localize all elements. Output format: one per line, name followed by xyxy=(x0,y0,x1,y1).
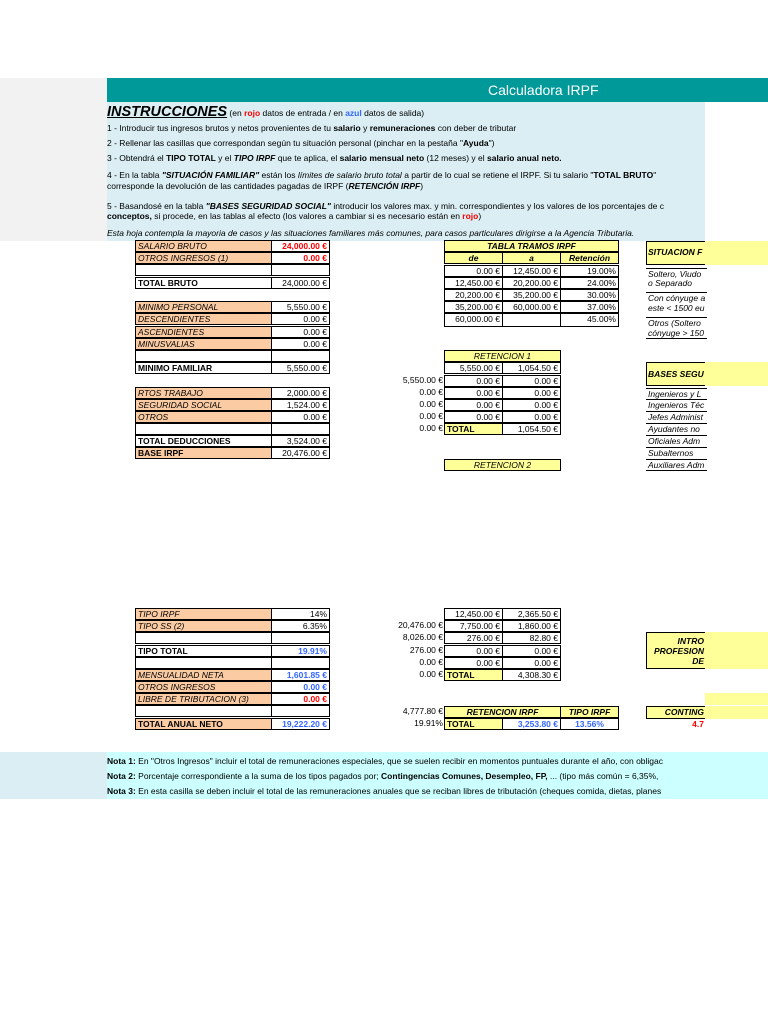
retencion2-cell: 7,750.00 € xyxy=(444,620,503,632)
final-left-bottom: 19.91% xyxy=(414,718,443,728)
retencion1-cell: 0.00 € xyxy=(502,399,561,411)
otros-value: 0.00 € xyxy=(271,411,330,423)
tipo-ss-label: TIPO SS (2) xyxy=(135,620,272,632)
tipo-ss-value: 6.35% xyxy=(271,620,330,632)
mensualidad-neta-label: MENSUALIDAD NETA xyxy=(135,669,272,681)
tramos-cell: 12,450.00 € xyxy=(444,277,503,289)
tramos-cell: 60,000.00 € xyxy=(444,313,503,327)
otros-ingresos2-value: 0.00 € xyxy=(271,681,330,693)
empty-cell xyxy=(135,423,272,435)
salario-bruto-label: SALARIO BRUTO xyxy=(135,240,272,252)
ascendientes-label: ASCENDIENTES xyxy=(135,326,272,338)
retencion2-left: 8,026.00 € xyxy=(402,632,443,642)
tramos-cell: 30.00% xyxy=(560,289,619,301)
retencion2-total-value: 4,308.30 € xyxy=(502,669,561,681)
tramos-cell: 24.00% xyxy=(560,277,619,289)
retencion2-title: RETENCION 2 xyxy=(444,459,561,471)
instruction-6: Esta hoja contempla la mayoria de casos y las situaciones familiares más comunes, para casos particulares dirigirse a la Agencia Tributaria. xyxy=(107,228,635,238)
minusvalias-value: 0.00 € xyxy=(271,338,330,350)
retencion1-total-label: TOTAL xyxy=(444,423,503,435)
tramos-cell: 0.00 € xyxy=(444,265,503,277)
situacion-header-ext xyxy=(705,241,768,265)
situacion-row3b: cónyuge > 150 xyxy=(646,328,707,339)
retencion2-left: 0.00 € xyxy=(419,657,443,667)
bases-row: Jefes Administ xyxy=(646,411,707,422)
empty-cell xyxy=(271,632,330,644)
bases-row: Ingenieros Téc xyxy=(646,399,707,410)
tramos-cell: 37.00% xyxy=(560,301,619,313)
retencion1-cell: 5,550.00 € xyxy=(444,362,503,374)
retencion2-cell: 1,860.00 € xyxy=(502,620,561,632)
total-deducciones-value: 3,524.00 € xyxy=(271,435,330,447)
retencion1-cell: 0.00 € xyxy=(502,411,561,423)
instructions-title: INSTRUCCIONES xyxy=(107,104,228,120)
retencion2-cell: 0.00 € xyxy=(444,645,503,657)
tipo-total-value: 19.91% xyxy=(271,645,330,657)
legend-text: datos de salida) xyxy=(361,108,425,118)
tramos-header-a: a xyxy=(502,252,561,264)
note-2: Nota 2: Porcentaje correspondiente a la suma de los tipos pagados por; Contingencias Comunes, Desempleo, FP, ... (tipo más común = 6,35%, xyxy=(107,771,659,781)
retencion-irpf-value: 3,253.80 € xyxy=(502,718,561,730)
retencion1-cell: 1,054.50 € xyxy=(502,362,561,374)
mensualidad-neta-value: 1,601.85 € xyxy=(271,669,330,681)
tipo-irpf-label: TIPO IRPF xyxy=(135,608,272,620)
instruction-1: 1 - Introducir tus ingresos brutos y netos provenientes de tu salario y remuneraciones con deber de tributar xyxy=(107,123,517,133)
rtos-trabajo-value: 2,000.00 € xyxy=(271,387,330,399)
seguridad-social-label: SEGURIDAD SOCIAL xyxy=(135,399,272,411)
retencion1-cell: 0.00 € xyxy=(444,399,503,411)
instruction-4b: corresponde la devolución de las cantidades pagadas de IRPF (RETENCIÓN IRPF) xyxy=(107,181,424,191)
ascendientes-value: 0.00 € xyxy=(271,326,330,338)
retencion2-cell: 276.00 € xyxy=(444,632,503,644)
legend-text: (en xyxy=(229,108,245,118)
empty-cell xyxy=(135,705,272,717)
instruction-2: 2 - Rellenar las casillas que correspondan según tu situación personal (pinchar en la pestaña "Ayuda") xyxy=(107,138,495,148)
retencion2-cell: 82.80 € xyxy=(502,632,561,644)
bases-row: Subalternos xyxy=(646,447,707,458)
tramos-cell: 20,200.00 € xyxy=(502,277,561,289)
sheet-header xyxy=(107,78,768,102)
tramos-cell: 60,000.00 € xyxy=(502,301,561,313)
retencion1-left: 5,550.00 € xyxy=(402,375,443,385)
retencion2-cell: 0.00 € xyxy=(444,657,503,669)
intro-ext xyxy=(705,632,768,669)
retencion-irpf-header: RETENCION IRPF xyxy=(444,706,561,718)
notes-right-bg xyxy=(705,752,768,799)
instruction-5: 5 - Basandosé en la tabla "BASES SEGURIDAD SOCIAL" introducir los valores max. y min. correspondientes y los valores de los porcentajes de c xyxy=(107,201,665,211)
conting-ext xyxy=(705,706,768,719)
situacion-row2a: Con cónyuge a xyxy=(648,293,706,303)
otros-label: OTROS xyxy=(135,411,272,423)
retencion1-cell: 0.00 € xyxy=(444,387,503,399)
notes-left-bg xyxy=(0,752,107,799)
instruction-5b: conceptos, si procede, en las tablas al efecto (los valores a cambiar si es necesario están en rojo) xyxy=(107,211,482,221)
descendientes-label: DESCENDIENTES xyxy=(135,313,272,325)
situacion-row1b: o Separado xyxy=(648,278,692,288)
tramos-title: TABLA TRAMOS IRPF xyxy=(444,240,619,252)
situacion-row2b: este < 1500 eu xyxy=(648,303,705,313)
otros-ingresos-label: OTROS INGRESOS (1) xyxy=(135,252,272,264)
empty-cell xyxy=(135,350,272,362)
situacion-row1a: Soltero, Viudo xyxy=(646,268,707,279)
tipo-irpf-value: 14% xyxy=(271,608,330,620)
libre-label: LIBRE DE TRIBUTACION (3) xyxy=(135,693,272,705)
situacion-row3a: Otros (Soltero xyxy=(646,317,707,328)
minimo-personal-label: MINIMO PERSONAL xyxy=(135,301,272,313)
bases-row: Ayudantes no xyxy=(646,423,707,434)
final-left-top: 4,777.80 € xyxy=(402,706,443,716)
empty-cell xyxy=(135,632,272,644)
libre-input[interactable]: 0.00 € xyxy=(271,693,330,705)
tramos-cell: 20,200.00 € xyxy=(444,289,503,301)
tipo-total-label: TIPO TOTAL xyxy=(135,645,272,657)
tramos-cell xyxy=(502,313,561,327)
bases-row: Oficiales Adm xyxy=(646,435,707,446)
conting-value[interactable]: 4.7 xyxy=(692,719,704,729)
total-anual-neto-value: 19,222.20 € xyxy=(271,718,330,730)
retencion2-cell: 0.00 € xyxy=(502,645,561,657)
retencion2-left: 20,476.00 € xyxy=(398,620,443,630)
tramos-header-retencion: Retención xyxy=(560,252,619,264)
legend-blue: azul xyxy=(345,108,362,118)
conting-strip xyxy=(705,693,768,705)
retencion1-total-value: 1,054.50 € xyxy=(502,423,561,435)
total-deducciones-label: TOTAL DEDUCCIONES xyxy=(135,435,272,447)
tipo-irpf-final-value: 13.56% xyxy=(560,718,619,730)
base-irpf-label: BASE IRPF xyxy=(135,447,272,459)
note-1: Nota 1: En "Otros Ingresos" incluir el total de remuneraciones especiales, que se suelen recibir en momentos puntuales durante el año, con obligac xyxy=(107,756,664,766)
bases-row: Ingenieros y L xyxy=(646,388,707,399)
empty-cell xyxy=(271,657,330,669)
empty-cell xyxy=(135,657,272,669)
empty-cell xyxy=(135,264,272,276)
instruction-4: 4 - En la tabla "SITUACIÓN FAMILIAR" están los límites de salario bruto total a partir de lo cual se retiene el IRPF. Si tu salario "TOTAL BRUTO" xyxy=(107,170,657,180)
retencion2-left: 0.00 € xyxy=(419,669,443,679)
empty-cell xyxy=(271,264,330,276)
retencion1-cell: 0.00 € xyxy=(502,387,561,399)
minimo-familiar-label: MINIMO FAMILIAR xyxy=(135,362,272,374)
instruction-3: 3 - Obtendrá el TIPO TOTAL y el TIPO IRPF que te aplica, el salario mensual neto (12 meses) y el salario anual neto. xyxy=(107,153,562,163)
legend-text: datos de entrada / en xyxy=(260,108,346,118)
bases-header: BASES SEGU xyxy=(648,369,704,379)
retencion1-title: RETENCION 1 xyxy=(444,350,561,362)
retencion1-left: 0.00 € xyxy=(419,423,443,433)
otros-ingresos-input[interactable]: 0.00 € xyxy=(271,252,330,264)
tramos-cell: 19.00% xyxy=(560,265,619,277)
empty-cell xyxy=(271,423,330,435)
minimo-personal-value: 5,550.00 € xyxy=(271,301,330,313)
retencion1-left: 0.00 € xyxy=(419,387,443,397)
total-anual-neto-label: TOTAL ANUAL NETO xyxy=(135,718,272,730)
seguridad-social-value: 1,524.00 € xyxy=(271,399,330,411)
retencion2-cell: 0.00 € xyxy=(502,657,561,669)
otros-ingresos2-label: OTROS INGRESOS xyxy=(135,681,272,693)
minimo-familiar-value: 5,550.00 € xyxy=(271,362,330,374)
intro-line2: PROFESION xyxy=(653,646,704,656)
retencion1-left: 0.00 € xyxy=(419,399,443,409)
intro-line3: DE xyxy=(692,656,704,666)
legend-red: rojo xyxy=(244,108,261,118)
tramos-cell: 12,450.00 € xyxy=(502,265,561,277)
tramos-cell: 35,200.00 € xyxy=(444,301,503,313)
retencion1-cell: 0.00 € xyxy=(444,411,503,423)
retencion1-cell: 0.00 € xyxy=(502,375,561,387)
situacion-header: SITUACION F xyxy=(648,247,703,257)
retencion2-left: 276.00 € xyxy=(409,645,443,655)
retencion2-total-label: TOTAL xyxy=(444,669,503,681)
page-title: Calculadora IRPF xyxy=(488,82,599,98)
tramos-cell: 45.00% xyxy=(560,313,619,327)
descendientes-value: 0.00 € xyxy=(271,313,330,325)
retencion2-cell: 2,365.50 € xyxy=(502,608,561,620)
empty-cell xyxy=(271,705,330,717)
final-total-label: TOTAL xyxy=(444,718,503,730)
instructions-right-cell xyxy=(705,102,768,241)
instructions-title-line xyxy=(107,104,705,122)
left-margin-strip xyxy=(0,78,107,241)
bases-header-ext xyxy=(705,362,768,386)
base-irpf-value: 20,476.00 € xyxy=(271,447,330,459)
note-3: Nota 3: En esta casilla se deben incluir el total de las remuneraciones anuales que se reciban libres de tributación (cheques comida, dietas, planes xyxy=(107,786,662,796)
tramos-cell: 35,200.00 € xyxy=(502,289,561,301)
conting-header: CONTING xyxy=(664,707,704,717)
total-bruto-label: TOTAL BRUTO xyxy=(135,277,272,289)
retencion2-cell: 12,450.00 € xyxy=(444,608,503,620)
tipo-irpf-header: TIPO IRPF xyxy=(560,706,619,718)
intro-line1: INTRO xyxy=(677,636,704,646)
bases-row: Auxiliares Adm xyxy=(646,459,707,471)
tramos-header-de: de xyxy=(444,252,503,264)
retencion1-left: 0.00 € xyxy=(419,411,443,421)
salario-bruto-input[interactable]: 24,000.00 € xyxy=(271,240,330,252)
empty-cell xyxy=(271,350,330,362)
retencion1-cell: 0.00 € xyxy=(444,375,503,387)
rtos-trabajo-label: RTOS TRABAJO xyxy=(135,387,272,399)
total-bruto-value: 24,000.00 € xyxy=(271,277,330,289)
minusvalias-label: MINUSVALIAS xyxy=(135,338,272,350)
